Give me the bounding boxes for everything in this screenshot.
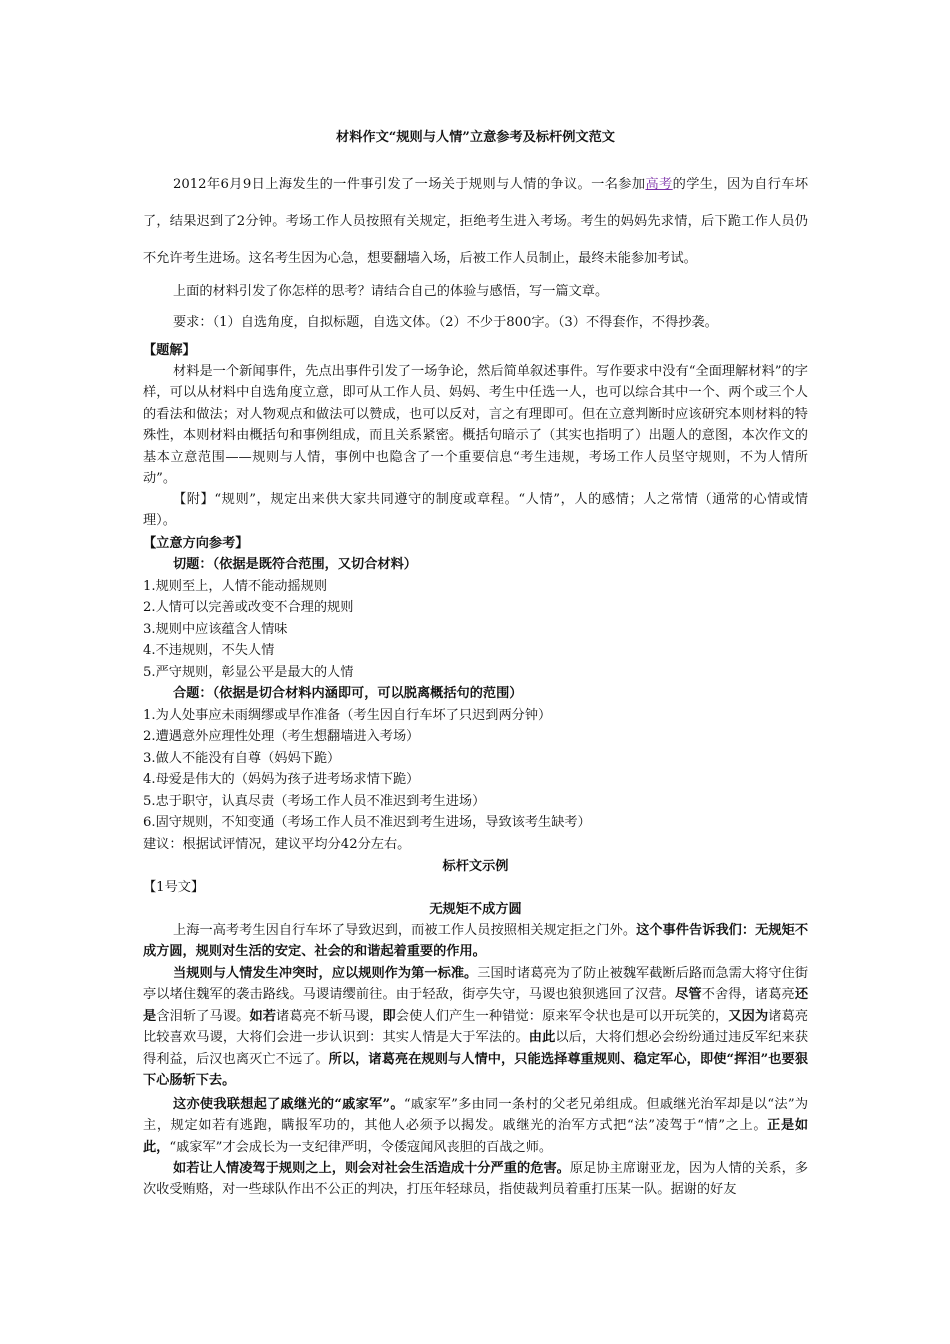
essay-text: 上海一高考考生因自行车坏了导致迟到，而被工作人员按照相关规定拒之门外。 bbox=[173, 923, 637, 938]
essay-bold: 当规则与人情发生冲突时，应以规则作为第一标准。 bbox=[173, 966, 478, 981]
material-text-1: 2012年6月9日上海发生的一件事引发了一场关于规则与人情的争议。一名参加 bbox=[173, 177, 646, 192]
essay-thesis: 这个事件告诉我们：无规矩不成方圆，规则对生活的安定、社会的和谐起着重要的作用。 bbox=[143, 923, 809, 960]
heti-list bbox=[143, 705, 808, 833]
essay-bold: 又因为 bbox=[728, 1008, 769, 1024]
essay-text: 以后，大将们想必会纷纷通过违反军纪来获得利益，后汉也离灭亡不远了。 bbox=[143, 1030, 809, 1067]
list-item: 2.人情可以完善或改变不合理的规则 bbox=[143, 600, 354, 616]
essay-bold: 正是如此， bbox=[143, 1118, 809, 1155]
list-item: 3.做人不能没有自尊（妈妈下跪） bbox=[143, 750, 341, 766]
material-requirements: 要求：（1）自选角度，自拟标题，自选文体。（2）不少于800字。（3）不得套作，不得抄袭。 bbox=[173, 315, 718, 330]
essay-text: 原足协主席谢亚龙，因为人情的关系，多次收受贿赂，对一些球队作出不公正的判决，打压年轻球员，指使裁判员着重打压某一队。据谢的好友 bbox=[143, 1161, 809, 1198]
essay-paragraph-2 bbox=[143, 963, 808, 1091]
essay-bold: 即 bbox=[382, 1008, 396, 1024]
heti-heading: 合题：（依据是切合材料内涵即可，可以脱离概括句的范围） bbox=[173, 686, 523, 701]
essay-text: 含泪斩了马谡。 bbox=[156, 1008, 250, 1024]
list-item: 3.规则中应该蕴含人情味 bbox=[143, 621, 288, 637]
liyi-heading: 【立意方向参考】 bbox=[143, 536, 249, 551]
list-item: 5.忠于职守，认真尽责（考场工作人员不准迟到考生进场） bbox=[143, 793, 486, 809]
essay-bold: 由此 bbox=[528, 1030, 556, 1046]
list-item: 4.母爱是伟大的（妈妈为孩子进考场求情下跪） bbox=[143, 772, 420, 788]
essay-text: 诸葛亮比较喜欢马谡，大将们会进一步认识到：其实人情是大于军法的。 bbox=[143, 1008, 809, 1046]
qieti-list bbox=[143, 576, 808, 683]
list-item: 2.遭遇意外应理性处理（考生想翻墙进入考场） bbox=[143, 729, 420, 745]
essay-bold: 还是 bbox=[143, 987, 809, 1024]
essay-bold: 所以，诸葛亮在规则与人情中，只能选择尊重规则、稳定军心，即使“挥泪”也要狠下心肠斩下去。 bbox=[143, 1051, 809, 1089]
essay-text: 不舍得，诸葛亮 bbox=[701, 987, 795, 1003]
essay-paragraph-3 bbox=[143, 1094, 808, 1158]
list-item: 6.固守规则，不知变通（考场工作人员不准迟到考生进场，导致该考生缺考） bbox=[143, 815, 591, 831]
essay-bold: 尽管 bbox=[675, 987, 702, 1003]
essay-bold: 如若 bbox=[249, 1008, 277, 1024]
material-text-2: 的学生，因为自行车坏了，结果迟到了2分钟。考场工作人员按照有关规定，拒绝考生进入考场。考生的妈妈先求情，后下跪工作人员仍不允许考生进场。这名考生因为心急，想要翻墙入场，后被工作人员制止，最终未能参加考试。 bbox=[143, 177, 809, 266]
tijie-body: 材料是一个新闻事件，先点出事件引发了一场争论，然后简单叙述事件。写作要求中没有“全面理解材料”的字样，可以从材料中自选角度立意，即可从工作人员、妈妈、考生中任选一人，也可以综合其中一个、两个或三个人的看法和做法；对人物观点和做法可以赞成，也可以反对，言之有理即可。但在立意判断时应该研究本则材料的特殊性，本则材料由概括句和事例组成，而且关系紧密。概括句暗示了（其实也指明了）出题人的意图，本次作文的基本立意范围——规则与人情，事例中也隐含了一个重要信息“考生违规，考场工作人员坚守规则，不为人情所动”。 bbox=[143, 364, 808, 487]
tijie-heading: 【题解】 bbox=[143, 343, 196, 358]
essay-text: 会使人们产生一种错觉：原来军令状也是可以开玩笑的， bbox=[395, 1008, 729, 1024]
essay-bold: 这亦使我联想起了戚继光的“戚家军”。 bbox=[173, 1097, 404, 1112]
tijie-appendix: 【附】“规则”，规定出来供大家共同遵守的制度或章程。“人情”，人的感情；人之常情（通常的心情或情理）。 bbox=[143, 492, 808, 529]
list-item: 5.严守规则，彰显公平是最大的人情 bbox=[143, 664, 354, 680]
material-prompt: 上面的材料引发了你怎样的思考？请结合自己的体验与感悟，写一篇文章。 bbox=[173, 284, 609, 299]
example-heading: 标杆文示例 bbox=[442, 859, 509, 874]
essay-text: 三国时诸葛亮为了防止被魏军截断后路而急需大将守住街亭以堵住魏军的袭击路线。马谡请缨前往。由于轻敌，街亭失守，马谡也狼狈逃回了汉营。 bbox=[143, 966, 809, 1003]
list-item: 1.规则至上，人情不能动摇规则 bbox=[143, 579, 328, 594]
score-suggestion: 建议：根据试评情况，建议平均分42分左右。 bbox=[143, 837, 411, 852]
essay-bold: 如若让人情凌驾于规则之上，则会对社会生活造成十分严重的危害。 bbox=[173, 1161, 570, 1176]
document-title: 材料作文“规则与人情”立意参考及标杆例文范文 bbox=[336, 130, 615, 145]
essay-title: 无规矩不成方圆 bbox=[429, 902, 522, 917]
material-paragraph bbox=[143, 166, 808, 277]
gaokao-link[interactable]: 高考 bbox=[645, 177, 673, 192]
essay-paragraph-4 bbox=[143, 1158, 808, 1201]
example-number: 【1号文】 bbox=[143, 880, 205, 895]
essay-paragraph-1 bbox=[143, 920, 808, 963]
qieti-heading: 切题：（依据是既符合范围，又切合材料） bbox=[173, 557, 417, 572]
list-item: 1.为人处事应未雨绸缪或早作准备（考生因自行车坏了只迟到两分钟） bbox=[143, 708, 552, 723]
essay-text: 诸葛亮不斩马谡， bbox=[276, 1008, 383, 1024]
essay-text: “戚家军”多由同一条村的父老兄弟组成。但戚继光治军却是以“法”为主，规定如若有逃跑，瞒报军功的，其他人必须予以揭发。戚继光的治军方式把“法”凌驾于“情”之上。 bbox=[143, 1097, 809, 1134]
essay-text: “戚家军”才会成长为一支纪律严明，令倭寇闻风丧胆的百战之师。 bbox=[169, 1139, 553, 1155]
list-item: 4.不违规则，不失人情 bbox=[143, 643, 275, 659]
